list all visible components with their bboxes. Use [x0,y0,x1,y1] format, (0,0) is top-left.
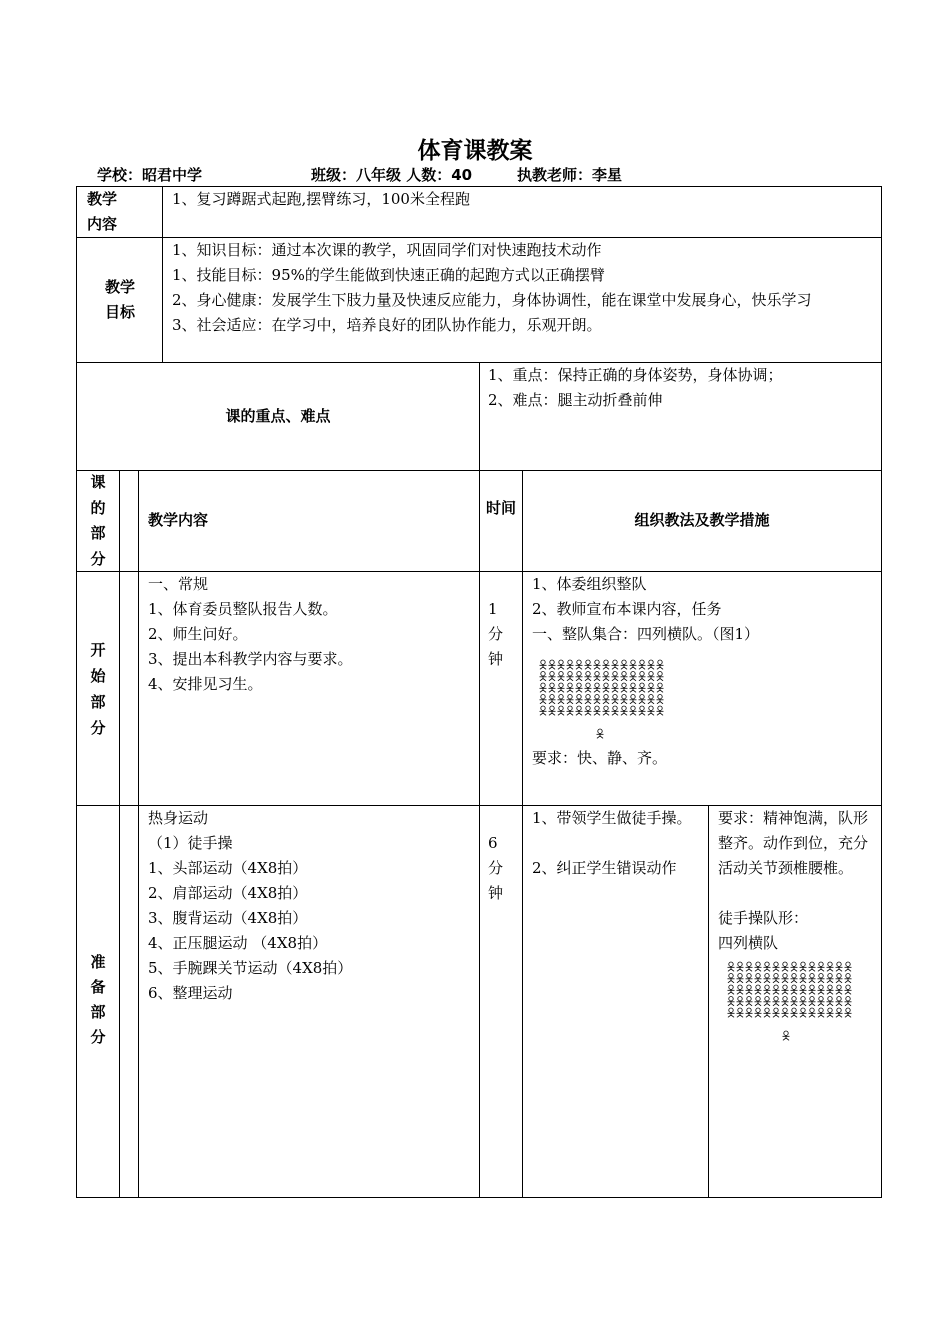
goal-item: 1、知识目标：通过本次课的教学，巩固同学们对快速跑技术动作 [172,241,602,259]
class-count-label: 班级：八年级 人数：40 [311,166,473,184]
prep-note: 徒手操队形： [718,909,809,927]
prep-content-item: 2、肩部运动（4X8拍） [148,884,308,902]
header-time: 时间 [486,499,517,517]
prep-content-item: 热身运动 [148,809,209,827]
keypoint-item: 1、重点：保持正确的身体姿势，身体协调； [488,366,783,384]
prep-part-label: 准备部分 [90,953,106,1046]
page-title: 体育课教案 [417,138,533,164]
formation-diagram-prep [726,960,861,1050]
start-content-item: 4、安排见习生。 [148,675,263,693]
prep-content-item: 5、手腕踝关节运动（4X8拍） [148,959,353,977]
prep-content-item: 3、腹背运动（4X8拍） [148,909,308,927]
prep-note: 整齐。动作到位，充分 [718,834,869,852]
start-time: 1分钟 [488,600,504,668]
content-label: 教学内容 [86,190,117,233]
start-content-item: 1、体育委员整队报告人数。 [148,600,338,618]
prep-time: 6分钟 [488,834,504,902]
goal-item: 2、身心健康：发展学生下肢力量及快速反应能力，身体协调性，能在课堂中发展身心，快乐学习 [172,291,812,309]
goals-label: 教学目标 [104,278,135,321]
header-content: 教学内容 [148,511,209,529]
start-part-label: 开始部分 [90,641,106,737]
prep-note: 要求：精神饱满，队形 [718,809,869,827]
start-method-item: 1、体委组织整队 [532,575,647,593]
prep-note: 活动关节颈椎腰椎。 [718,859,854,877]
start-content-item: 3、提出本科教学内容与要求。 [148,650,353,668]
school-label: 学校：昭君中学 [97,166,203,184]
prep-content-item: 4、正压腿运动 （4X8拍） [148,934,328,952]
prep-note: 四列横队 [718,934,779,952]
prep-content-item: 1、头部运动（4X8拍） [148,859,308,877]
prep-content-item: 6、整理运动 [148,984,233,1002]
keypoints-label: 课的重点、难点 [225,407,331,425]
header-method: 组织教法及教学措施 [634,511,770,529]
prep-content-item: （1）徒手操 [148,834,233,852]
prep-method-item: 2、纠正学生错误动作 [532,859,677,877]
start-content-item: 2、师生问好。 [148,625,248,643]
start-method-item: 2、教师宣布本课内容，任务 [532,600,722,618]
content-text: 1、复习蹲踞式起跑,摆臂练习，100米全程跑 [172,190,470,208]
start-method-item: 一、整队集合：四列横队。（图1） [532,625,760,643]
start-content-item: 一、常规 [148,575,209,593]
prep-method-item: 1、带领学生做徒手操。 [532,809,692,827]
goal-item: 1、技能目标：95%的学生能做到快速正确的起跑方式以正确摆臂 [172,266,605,284]
keypoint-item: 2、难点：腿主动折叠前伸 [488,391,663,409]
formation-diagram-start [538,658,673,748]
goal-item: 3、社会适应：在学习中，培养良好的团队协作能力，乐观开朗。 [172,316,602,334]
teacher-label: 执教老师：李星 [517,166,623,184]
header-part: 课的部分 [90,473,106,568]
start-requirement: 要求：快、静、齐。 [532,749,668,767]
